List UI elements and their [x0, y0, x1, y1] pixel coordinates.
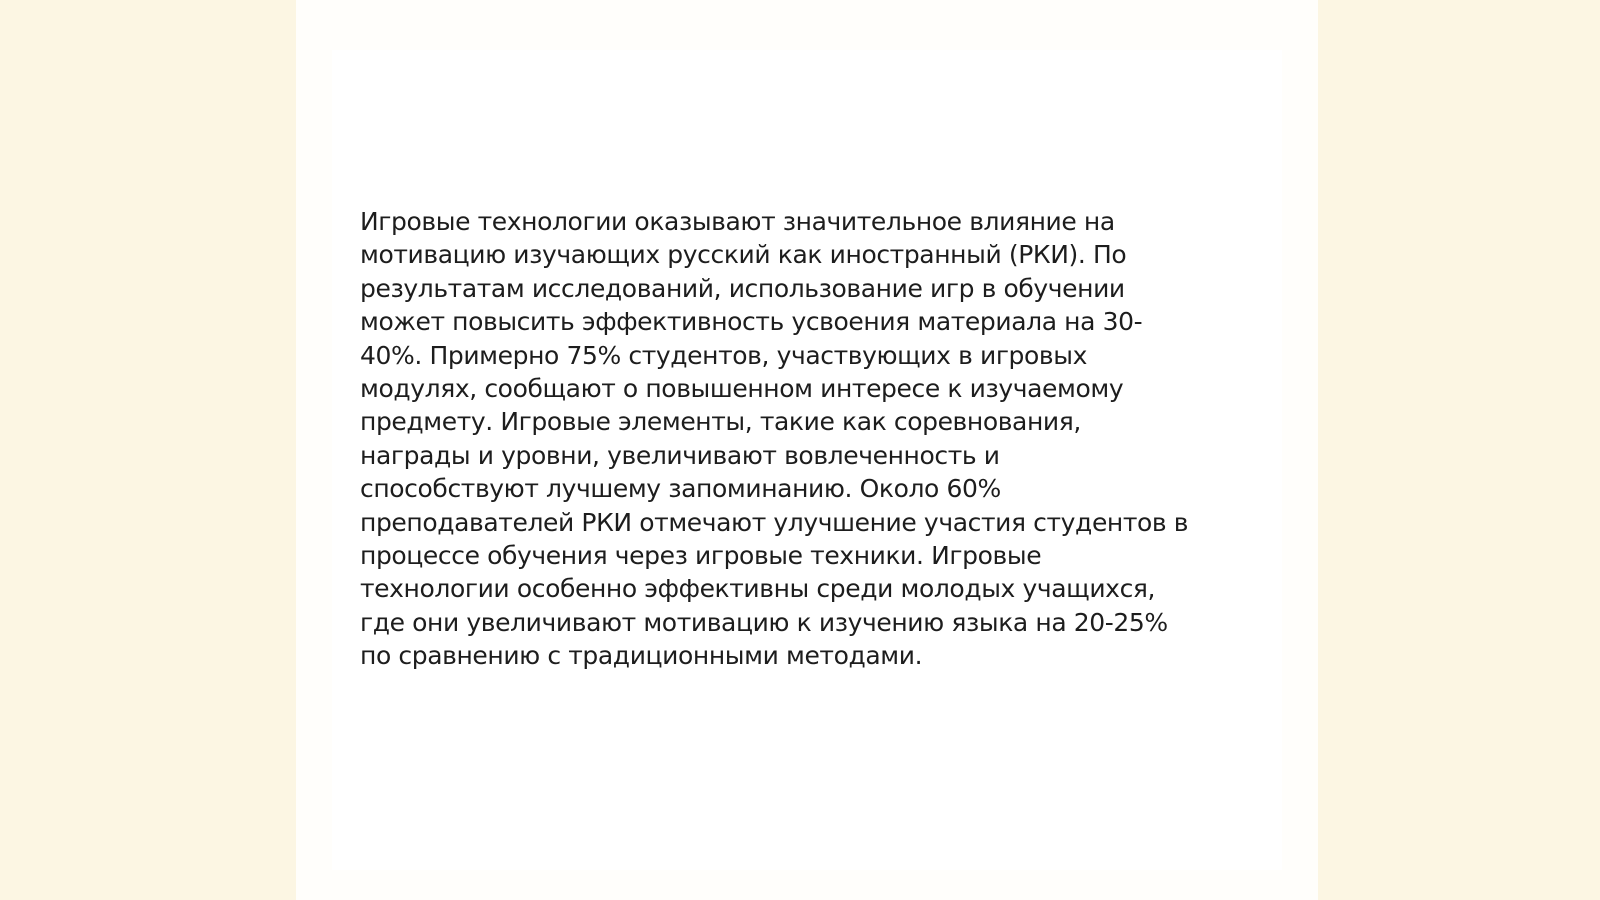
text-line: мотивацию изучающих русский как иностранный (РКИ). По [360, 240, 1127, 270]
text-line: технологии особенно эффективны среди молодых учащихся, [360, 574, 1156, 604]
right-margin [1318, 0, 1600, 900]
text-line: модулях, сообщают о повышенном интересе к изучаемому [360, 374, 1124, 404]
text-line: преподавателей РКИ отмечают улучшение участия студентов в [360, 507, 1189, 537]
slide [296, 0, 1318, 900]
text-line: процессе обучения через игровые техники. Игровые [360, 541, 1042, 571]
text-line: способствуют лучшему запоминанию. Около 60% [360, 474, 1001, 504]
text-line: где они увеличивают мотивацию к изучению языка на 20-25% [360, 607, 1168, 637]
text-line: Игровые технологии оказывают значительное влияние на [360, 207, 1115, 236]
text-line: 40%. Примерно 75% студентов, участвующих в игровых [360, 340, 1087, 370]
slide-body-text [360, 205, 1260, 673]
left-margin [0, 0, 296, 900]
text-line: результатам исследований, использование игр в обучении [360, 273, 1125, 303]
text-line: предмету. Игровые элементы, такие как соревнования, [360, 407, 1081, 437]
text-line: может повысить эффективность усвоения материала на 30- [360, 307, 1143, 337]
text-line: награды и уровни, увеличивают вовлеченность и [360, 440, 1000, 470]
text-line: по сравнению с традиционными методами. [360, 641, 923, 671]
